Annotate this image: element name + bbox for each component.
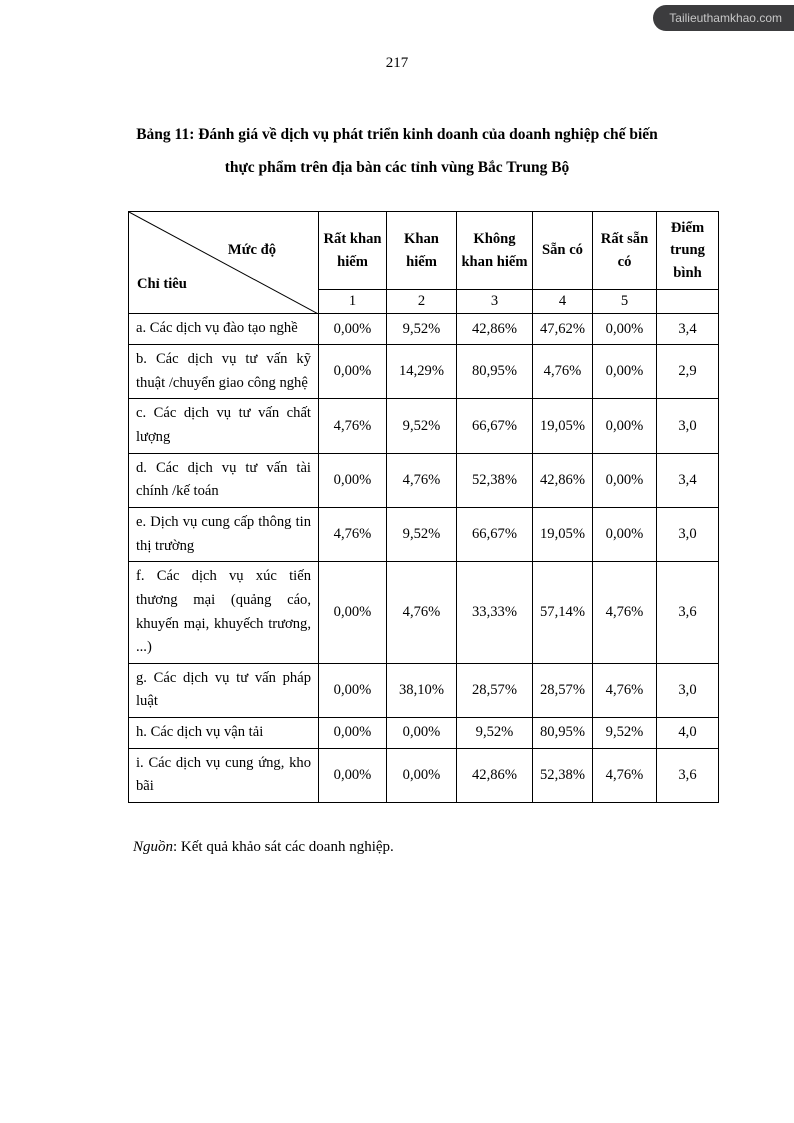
cell: 0,00% xyxy=(319,718,387,749)
cell: 4,76% xyxy=(319,507,387,561)
cell: 3,6 xyxy=(657,562,719,664)
table-row xyxy=(129,507,719,561)
table-row xyxy=(129,399,719,453)
row-label: f. Các dịch vụ xúc tiến thương mại (quảng cáo, khuyến mại, khuyếch trương, ...) xyxy=(129,562,319,664)
cell: 0,00% xyxy=(593,345,657,399)
cell: 4,76% xyxy=(593,663,657,717)
cell: 0,00% xyxy=(593,399,657,453)
row-label: d. Các dịch vụ tư vấn tài chính /kế toán xyxy=(129,453,319,507)
cell: 42,86% xyxy=(457,314,533,345)
header-row xyxy=(129,211,719,290)
table-title-line-1: Bảng 11: Đánh giá về dịch vụ phát triển kinh doanh của doanh nghiệp chế biến xyxy=(136,126,658,143)
cell: 0,00% xyxy=(319,453,387,507)
cell: 3,4 xyxy=(657,453,719,507)
cell: 4,76% xyxy=(387,562,457,664)
cell: 9,52% xyxy=(457,718,533,749)
corner-label-chi-tieu: Chỉ tiêu xyxy=(137,276,187,293)
cell: 0,00% xyxy=(387,718,457,749)
cell: 14,29% xyxy=(387,345,457,399)
cell: 9,52% xyxy=(387,314,457,345)
scale-cell: 5 xyxy=(593,290,657,314)
cell: 57,14% xyxy=(533,562,593,664)
cell: 80,95% xyxy=(457,345,533,399)
cell: 0,00% xyxy=(319,562,387,664)
row-label: c. Các dịch vụ tư vấn chất lượng xyxy=(129,399,319,453)
table-row xyxy=(129,345,719,399)
cell: 3,0 xyxy=(657,507,719,561)
source-prefix: Nguồn xyxy=(133,838,174,855)
table-row xyxy=(129,718,719,749)
cell: 28,57% xyxy=(457,663,533,717)
table-row xyxy=(129,748,719,802)
cell: 80,95% xyxy=(533,718,593,749)
row-label: i. Các dịch vụ cung ứng, kho bãi xyxy=(129,748,319,802)
table-row xyxy=(129,663,719,717)
cell: 3,0 xyxy=(657,399,719,453)
cell: 4,76% xyxy=(593,748,657,802)
cell: 2,9 xyxy=(657,345,719,399)
cell: 0,00% xyxy=(593,453,657,507)
cell: 9,52% xyxy=(593,718,657,749)
cell: 66,67% xyxy=(457,507,533,561)
cell: 52,38% xyxy=(533,748,593,802)
cell: 38,10% xyxy=(387,663,457,717)
cell: 0,00% xyxy=(593,507,657,561)
cell: 0,00% xyxy=(319,748,387,802)
cell: 47,62% xyxy=(533,314,593,345)
column-header: Rất khan hiếm xyxy=(319,211,387,290)
cell: 0,00% xyxy=(319,314,387,345)
column-header: Khan hiếm xyxy=(387,211,457,290)
scale-cell: 2 xyxy=(387,290,457,314)
cell: 4,76% xyxy=(593,562,657,664)
cell: 42,86% xyxy=(457,748,533,802)
cell: 19,05% xyxy=(533,399,593,453)
cell: 0,00% xyxy=(319,663,387,717)
row-label: a. Các dịch vụ đào tạo nghề xyxy=(129,314,319,345)
cell: 66,67% xyxy=(457,399,533,453)
column-header: Sẵn có xyxy=(533,211,593,290)
cell: 0,00% xyxy=(319,345,387,399)
cell: 4,76% xyxy=(387,453,457,507)
scale-cell: 4 xyxy=(533,290,593,314)
row-label: h. Các dịch vụ vận tải xyxy=(129,718,319,749)
row-label: b. Các dịch vụ tư vấn kỹ thuật /chuyển giao công nghệ xyxy=(129,345,319,399)
table-row xyxy=(129,314,719,345)
cell: 33,33% xyxy=(457,562,533,664)
cell: 52,38% xyxy=(457,453,533,507)
page-number: 217 xyxy=(385,55,409,71)
table-title xyxy=(87,118,707,185)
cell: 9,52% xyxy=(387,399,457,453)
cell: 19,05% xyxy=(533,507,593,561)
table-row xyxy=(129,562,719,664)
table-row xyxy=(129,453,719,507)
table-title-line-2: thực phẩm trên địa bàn các tỉnh vùng Bắc Trung Bộ xyxy=(224,159,570,177)
cell: 3,6 xyxy=(657,748,719,802)
cell: 0,00% xyxy=(387,748,457,802)
cell: 4,0 xyxy=(657,718,719,749)
cell: 4,76% xyxy=(319,399,387,453)
scale-cell: 1 xyxy=(319,290,387,314)
cell: 3,4 xyxy=(657,314,719,345)
column-header: Điểm trung bình xyxy=(657,211,719,290)
row-label: e. Dịch vụ cung cấp thông tin thị trường xyxy=(129,507,319,561)
row-label: g. Các dịch vụ tư vấn pháp luật xyxy=(129,663,319,717)
diagonal-corner-cell xyxy=(129,211,319,314)
scale-cell: 3 xyxy=(457,290,533,314)
cell: 42,86% xyxy=(533,453,593,507)
source-note xyxy=(133,839,794,856)
cell: 0,00% xyxy=(593,314,657,345)
cell: 4,76% xyxy=(533,345,593,399)
cell: 28,57% xyxy=(533,663,593,717)
column-header: Rất sẵn có xyxy=(593,211,657,290)
corner-label-muc-do: Mức độ xyxy=(227,241,276,258)
survey-table xyxy=(128,211,719,803)
diagonal-line xyxy=(129,212,318,314)
cell: 9,52% xyxy=(387,507,457,561)
scale-cell-empty xyxy=(657,290,719,314)
cell: 3,0 xyxy=(657,663,719,717)
source-text: : Kết quả khảo sát các doanh nghiệp. xyxy=(173,838,394,855)
watermark-badge: Tailieuthamkhao.com xyxy=(653,5,794,31)
column-header: Không khan hiếm xyxy=(457,211,533,290)
